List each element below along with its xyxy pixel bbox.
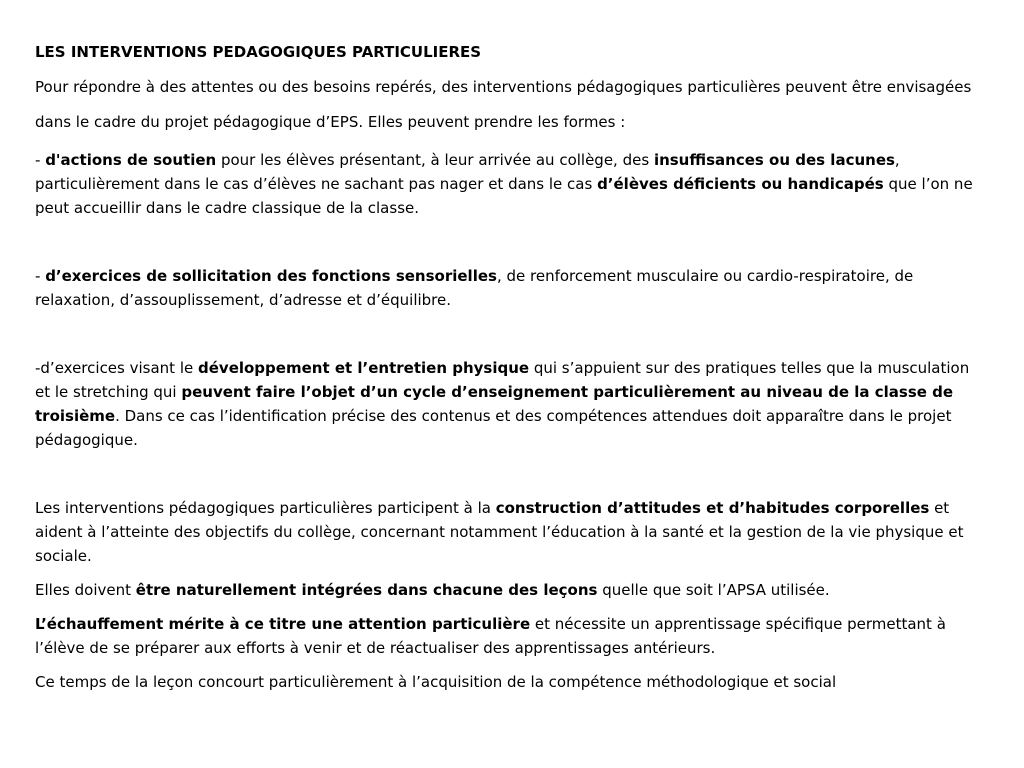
paragraph-echauffement: [35, 612, 980, 660]
item-sensoriels-bold-1: d’exercices de sollicitation des fonctions sensorielles: [45, 267, 497, 285]
item-physique-text-3: . Dans ce cas l’identification précise des contenus et des compétences attendues doit apparaître dans le projet pédagogique.: [35, 407, 952, 449]
item-developpement-physique: [35, 356, 980, 452]
item-sensoriels-text-2: , de renforcement musculaire ou cardio-respiratoire, de relaxation, d’assouplissement, d’adresse et d’équilibre.: [35, 267, 914, 309]
item-soutien-dash: -: [35, 151, 46, 169]
item-physique-bold-2: peuvent faire l’objet d’un cycle d’enseignement particulièrement au niveau de la classe de troisième: [35, 383, 954, 425]
item-soutien-bold-1: d'actions de soutien: [45, 151, 217, 169]
item-soutien-bold-3: d’élèves déficients ou handicapés: [597, 175, 884, 193]
paragraph-echauffement-bold-1: L’échauffement mérite à ce titre une attention particulière: [35, 615, 531, 633]
document-title: LES INTERVENTIONS PEDAGOGIQUES PARTICULIERES: [35, 43, 482, 61]
paragraph-integration-text-1: Elles doivent: [35, 581, 136, 599]
paragraph-construction: [35, 496, 980, 568]
item-physique-bold-1: développement et l’entretien physique: [198, 359, 530, 377]
paragraph-echauffement-text-1: et nécessite un apprentissage spécifique permettant à l’élève de se préparer aux efforts à venir et de réactualiser des apprentissages antérieurs.: [35, 615, 946, 657]
paragraph-temps-lecon: Ce temps de la leçon concourt particulièrement à l’acquisition de la compétence méthodologique et social: [35, 673, 837, 691]
paragraph-construction-text-2: et aident à l’atteinte des objectifs du collège, concernant notamment l’éducation à la santé et la gestion de la vie physique et sociale.: [35, 499, 964, 565]
item-soutien-text-3: , particulièrement dans le cas d’élèves ne sachant pas nager et dans le cas: [35, 151, 900, 193]
item-soutien-bold-2: insuffisances ou des lacunes: [653, 151, 895, 169]
item-soutien-text-2: pour les élèves présentant, à leur arrivée au collège, des: [216, 151, 654, 169]
paragraph-integration-bold-1: être naturellement intégrées dans chacune des leçons: [135, 581, 598, 599]
item-physique-text-2: qui s’appuient sur des pratiques telles que la musculation et le stretching qui: [35, 359, 970, 401]
item-soutien: [35, 148, 980, 220]
item-physique-text-1: -d’exercices visant le: [35, 359, 198, 377]
paragraph-construction-bold-1: construction d’attitudes et d’habitudes corporelles: [495, 499, 930, 517]
item-sensoriels-dash: -: [35, 267, 46, 285]
item-exercices-sensoriels: [35, 264, 980, 312]
item-soutien-text-4: que l’on ne peut accueillir dans le cadre classique de la classe.: [35, 175, 973, 217]
paragraph-integration: [35, 578, 980, 602]
paragraph-integration-text-2: quelle que soit l’APSA utilisée.: [597, 581, 830, 599]
document-body: [35, 40, 980, 694]
paragraph-construction-text-1: Les interventions pédagogiques particulières participent à la: [35, 499, 496, 517]
intro-paragraph: Pour répondre à des attentes ou des besoins repérés, des interventions pédagogiques particulières peuvent être envisagées dans le cadre du projet pédagogique d’EPS. Elles peuvent prendre les formes :: [35, 78, 972, 131]
